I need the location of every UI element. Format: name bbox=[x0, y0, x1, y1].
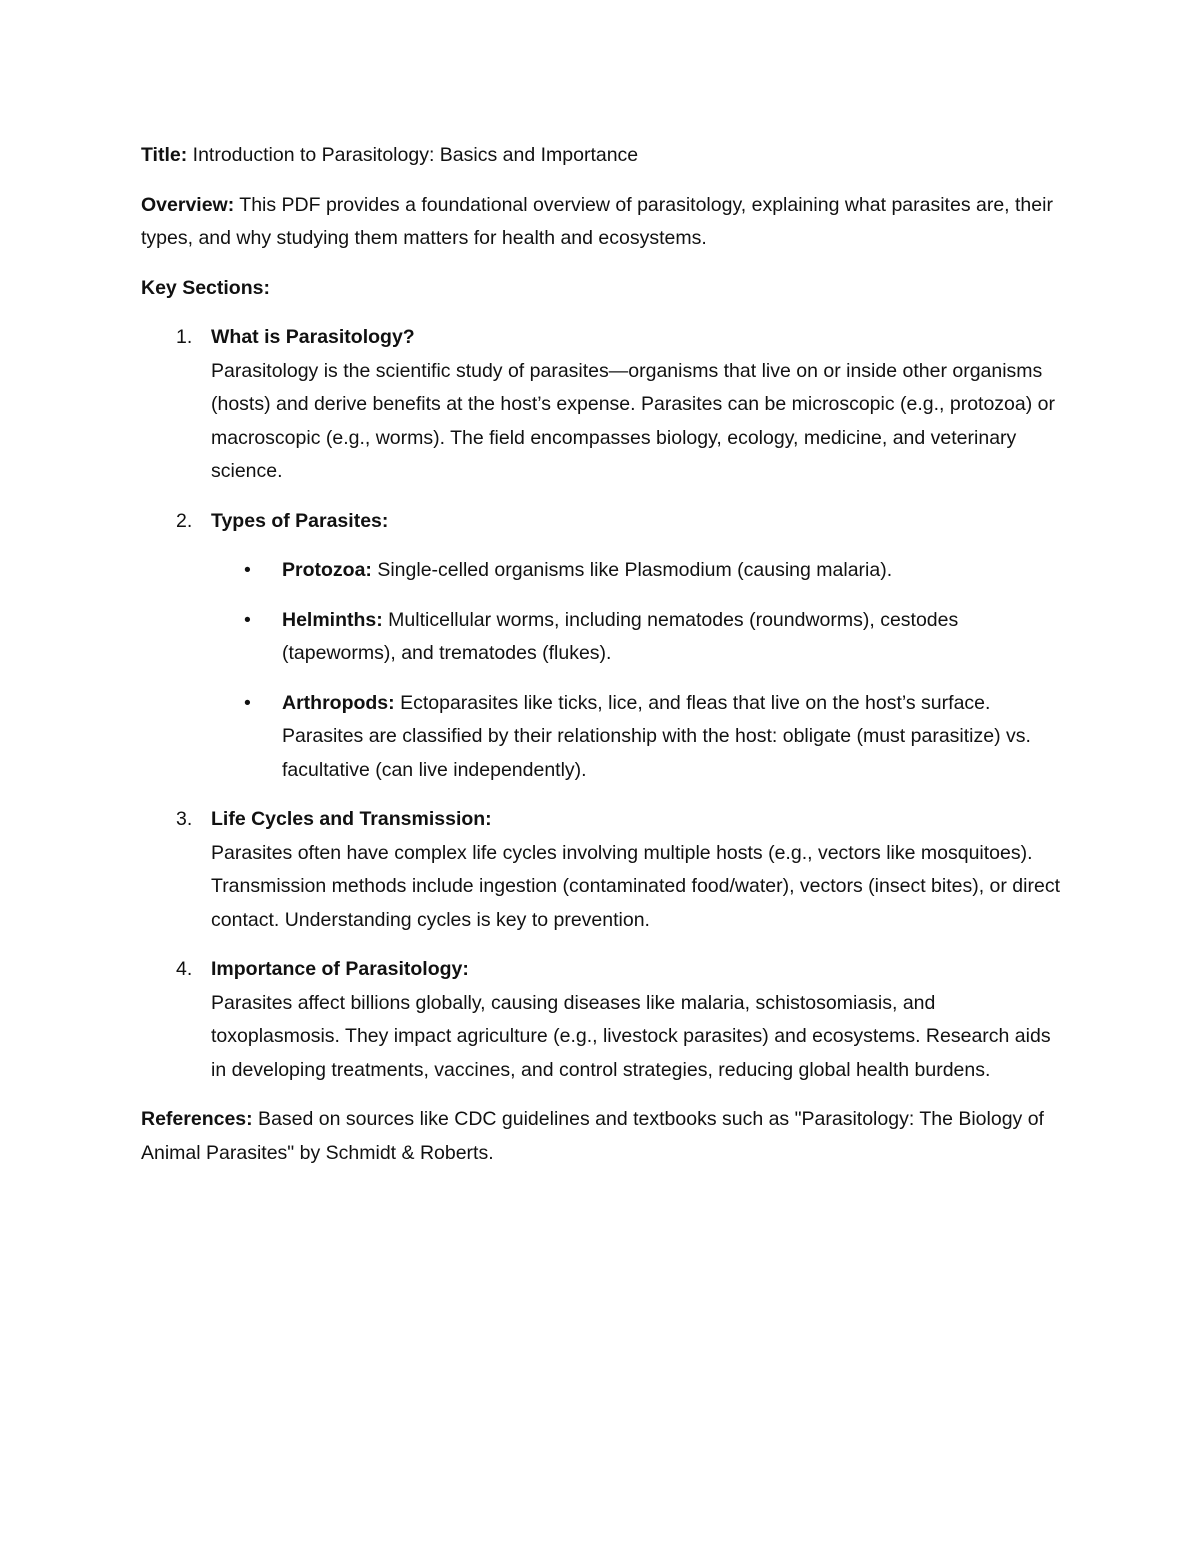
section-item bbox=[141, 803, 1061, 937]
type-label: Helminths: bbox=[282, 608, 383, 631]
type-label: Protozoa: bbox=[282, 559, 372, 581]
references-paragraph bbox=[141, 1103, 1061, 1170]
list-item bbox=[211, 687, 1061, 788]
section-number: 1. bbox=[176, 326, 193, 348]
section-body: Parasitology is the scientific study of parasites—organisms that live on or inside other organisms (hosts) and derive benefits at the host’s expense. Parasites can be microscopic (e.g., protozoa) or macroscopic (e.g., worms). The field encompasses biology, ecology, medicine, and veterinary science. bbox=[211, 359, 1055, 482]
overview-text: This PDF provides a foundational overview of parasitology, explaining what parasites are, their types, and why studying them matters for health and ecosystems. bbox=[141, 193, 1053, 249]
parasite-types-list bbox=[211, 554, 1061, 787]
key-sections-heading bbox=[141, 272, 1061, 306]
title-line bbox=[141, 139, 1061, 173]
section-heading: Life Cycles and Transmission: bbox=[211, 808, 492, 830]
section-number: 2. bbox=[176, 509, 193, 532]
type-text: Single-celled organisms like Plasmodium (causing malaria). bbox=[371, 559, 893, 581]
type-label: Arthropods: bbox=[282, 691, 395, 714]
section-heading: Importance of Parasitology: bbox=[211, 958, 469, 980]
overview-paragraph bbox=[141, 189, 1061, 256]
section-body: Parasites often have complex life cycles involving multiple hosts (e.g., vectors like mosquitoes). Transmission methods include ingestion (contaminated food/water), vectors (insect bites), or direct contact. Understanding cycles is key to prevention. bbox=[211, 841, 1060, 931]
overview-label: Overview: bbox=[141, 193, 235, 216]
section-number: 3. bbox=[176, 808, 193, 830]
section-heading: Types of Parasites: bbox=[211, 509, 389, 532]
references-text: Based on sources like CDC guidelines and textbooks such as "Parasitology: The Biology of Animal Parasites" by Schmidt & Roberts. bbox=[141, 1108, 1044, 1164]
section-heading: What is Parasitology? bbox=[211, 326, 415, 348]
bullet-icon: • bbox=[244, 559, 251, 581]
list-item bbox=[211, 604, 1061, 671]
bullet-icon: • bbox=[244, 608, 251, 631]
section-body: Parasites affect billions globally, causing diseases like malaria, schistosomiasis, and toxoplasmosis. They impact agriculture (e.g., livestock parasites) and ecosystems. Research aids in developing treatments, vaccines, and control strategies, reducing global health burdens. bbox=[211, 991, 1051, 1081]
list-item bbox=[211, 554, 1061, 588]
section-item bbox=[141, 953, 1061, 1087]
document-page bbox=[141, 139, 1061, 1186]
section-number: 4. bbox=[176, 958, 193, 980]
references-label: References: bbox=[141, 1108, 253, 1130]
section-item bbox=[141, 505, 1061, 788]
section-item bbox=[141, 321, 1061, 489]
type-text: Multicellular worms, including nematodes (roundworms), cestodes (tapeworms), and trematodes (flukes). bbox=[282, 608, 959, 664]
title-text: Introduction to Parasitology: Basics and Importance bbox=[187, 144, 639, 166]
key-sections-label: Key Sections: bbox=[141, 276, 270, 299]
sections-list bbox=[141, 321, 1061, 1087]
title-label: Title: bbox=[141, 144, 188, 166]
type-text: Ectoparasites like ticks, lice, and fleas that live on the host’s surface. Parasites are classified by their relationship with the host: obligate (must parasitize) vs. facultative (can live independently). bbox=[282, 691, 1031, 781]
bullet-icon: • bbox=[244, 691, 251, 714]
